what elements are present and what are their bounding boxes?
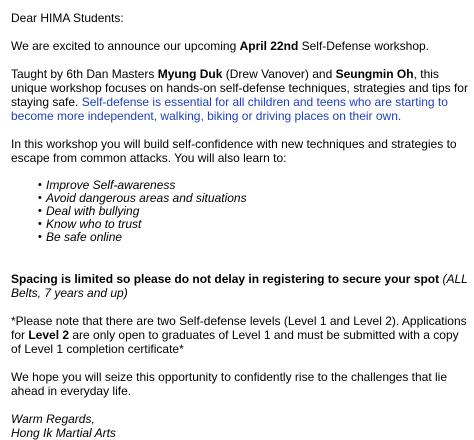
list-item-label: Be safe online <box>46 230 123 244</box>
closing-paragraph: We hope you will seize this opportunity to confidently rise to the challenges that lie ahead in everyday life. <box>11 370 448 398</box>
spacing-notice <box>11 272 471 300</box>
announcement-suffix: Self-Defense workshop. <box>298 39 430 53</box>
list-item <box>38 231 471 244</box>
workshop-date: April 22nd <box>239 39 299 53</box>
spacing-notice-eligibility: (ALL Belts, 7 years and up) <box>11 272 468 300</box>
intro-text-1: Taught by 6th Dan Masters <box>11 67 158 81</box>
skills-list <box>11 179 471 244</box>
bullet-glyph: • <box>38 218 42 230</box>
bullet-glyph: • <box>38 179 42 191</box>
intro-text-3: , this unique workshop focuses on hands-on self-defense techniques, strategies and tips for staying safe. <box>11 67 468 109</box>
section-spacer <box>11 244 471 272</box>
signature: Hong Ik Martial Arts <box>11 426 116 440</box>
intro-paragraph <box>11 67 471 123</box>
master-name-2: Seungmin Oh <box>335 67 414 81</box>
level-note <box>11 314 471 356</box>
letter-document <box>11 11 471 440</box>
bullet-glyph: • <box>38 231 42 243</box>
bullet-glyph: • <box>38 192 42 204</box>
announcement-paragraph <box>11 39 471 53</box>
spacing-notice-bold: Spacing is limited so please do not delay in registering to secure your spot <box>11 272 440 286</box>
level-note-text-1: *Please note that there are two Self-defense levels (Level 1 and Level 2). Applications for <box>11 314 467 342</box>
bullet-glyph: • <box>38 205 42 217</box>
signoff: Warm Regards, <box>11 412 95 426</box>
highlight-text: Self-defense is essential for all children and teens who are starting to become more independent, walking, biking or driving places on their own. <box>11 95 448 123</box>
workshop-paragraph: In this workshop you will build self-confidence with new techniques and strategies to escape from common attacks. You will also learn to: <box>11 137 457 165</box>
level-2-label: Level 2 <box>28 328 70 342</box>
list-item-label: Improve Self-awareness <box>46 178 176 192</box>
master-name-1: Myung Duk <box>157 67 223 81</box>
level-note-text-2: are only open to graduates of Level 1 and must be submitted with a copy of Level 1 completion certificate* <box>11 328 459 356</box>
salutation: Dear HIMA Students: <box>11 11 124 25</box>
list-item-label: Know who to trust <box>46 217 142 231</box>
intro-text-2: (Drew Vanover) and <box>222 67 336 81</box>
list-item-label: Deal with bullying <box>46 204 140 218</box>
list-item-label: Avoid dangerous areas and situations <box>46 191 247 205</box>
announcement-prefix: We are excited to announce our upcoming <box>11 39 240 53</box>
